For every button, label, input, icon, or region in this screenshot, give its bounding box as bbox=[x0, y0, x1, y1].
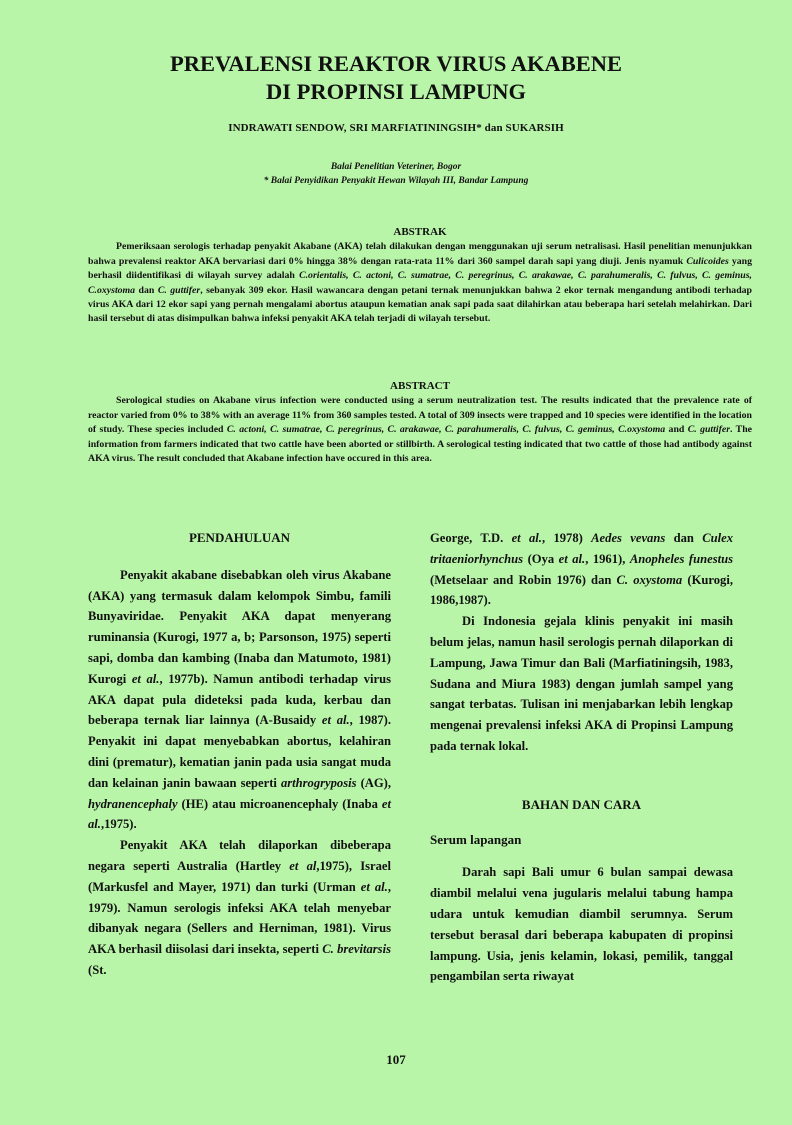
italic-term: C. oxystoma bbox=[616, 572, 683, 587]
italic-term: et al. bbox=[88, 796, 391, 832]
italic-term: Anopheles funestus bbox=[629, 551, 734, 566]
subheading-serum-lapangan: Serum lapangan bbox=[430, 831, 522, 847]
italic-term: Culicoides bbox=[686, 255, 729, 267]
italic-term: et al. bbox=[321, 713, 350, 728]
italic-term: Aedes vevans bbox=[591, 531, 666, 545]
affiliation-2: * Balai Penyidikan Penyakit Hewan Wilayah III, Bandar Lampung bbox=[263, 176, 529, 186]
abstract-text: Serological studies on Akabane virus infection were conducted using a serum neutralization test. The results indicated that the prevalence rate of reactor varied from 0% to 38% with an average 11% from 360 samples tested. A total of 309 insects were trapped and 10 species were identified in the location of study. These species included C. actoni, C. sumatrae, C. peregrinus, C. arakawae, C. parahumeralis, C. fulvus, C. geminus, C.oxystoma and C. guttifer. The information from farmers indicated that two cattle have been aborted or stillbirth. A serological testing indicated that two cattle of those had antibody against AKA virus. The result concluded that Akabane infection have occured in this area. bbox=[88, 395, 753, 465]
italic-term: C. actoni, C. sumatrae, C. peregrinus, C. arakawae, C. parahumeralis, C. fulvus, C. geminus, C.oxystoma bbox=[226, 424, 666, 436]
italic-term: et al bbox=[289, 858, 317, 873]
right-column bbox=[430, 528, 733, 987]
italic-term: C.orientalis, C. actoni, C. sumatrae, C. peregrinus, C. arakawae, C. parahumeralis, C. fulvus, C. geminus, C.oxystoma bbox=[88, 270, 752, 296]
title-line-2: DI PROPINSI LAMPUNG bbox=[265, 79, 526, 104]
italic-term: et al. bbox=[558, 551, 586, 566]
abstrak-heading: ABSTRAK bbox=[393, 226, 447, 238]
body-paragraph: George, T.D. et al., 1978) Aedes vevans dan Culex tritaeniorhynchus (Oya et al., 1961), Anopheles funestus (Metselaar and Robin 1976) dan C. oxystoma (Kurogi, 1986,1987). bbox=[430, 531, 734, 608]
abstract-heading: ABSTRACT bbox=[390, 380, 450, 392]
title-line-1: PREVALENSI REAKTOR VIRUS AKABENE bbox=[170, 51, 622, 76]
italic-term: hydranencephaly bbox=[88, 796, 178, 811]
italic-term: et al. bbox=[511, 531, 542, 545]
italic-term: C. guttifer bbox=[157, 284, 201, 296]
italic-term: arthrogryposis bbox=[280, 775, 357, 790]
body-paragraph: Di Indonesia gejala klinis penyakit ini masih belum jelas, namun hasil serologis pernah dilaporkan di Lampung, Jawa Timur dan Bali (Marfiatiningsih, 1983, Sudana and Miura 1983) dengan jumlah sampel yang sangat terbatas. Tulisan ini menjabarkan lebih lengkap mengenai prevalensi infeksi AKA di Propinsi Lampung pada ternak lokal. bbox=[430, 614, 733, 753]
italic-term: C. guttifer bbox=[687, 424, 731, 436]
abstract-section bbox=[88, 379, 752, 466]
italic-term: Culex tritaeniorhynchus bbox=[430, 531, 733, 566]
affiliations bbox=[0, 160, 792, 188]
body-paragraph: Penyakit akabane disebabkan oleh virus Akabane (AKA) yang termasuk dalam kelompok Simbu, famili Bunyaviridae. Penyakit AKA dapat menyerang ruminansia (Kurogi, 1977 a, b; Parsonson, 1975) seperti sapi, domba dan kambing (Inaba dan Matumoto, 1981) Kurogi et al., 1977b). Namun antibodi terhadap virus AKA dapat pula dideteksi pada kuda, kerbau dan beberapa ternak liar lainnya (A-Busaidy et al., 1987). Penyakit ini dapat menyebabkan abortus, kelahiran dini (prematur), kematian janin pada usia sangat muda dan kelainan janin bawaan seperti arthrogryposis (AG), hydranencephaly (HE) atau microanencephaly (Inaba et al.,1975). bbox=[88, 567, 392, 832]
italic-term: et al. bbox=[360, 879, 388, 894]
section-heading-pendahuluan: PENDAHULUAN bbox=[188, 530, 291, 545]
abstrak-text: Pemeriksaan serologis terhadap penyakit Akabane (AKA) telah dilakukan dengan menggunakan uji serum netralisasi. Hasil penelitian menunjukkan bahwa prevalensi reaktor AKA bervariasi dari 0% hingga 38% dengan rata-rata 11% dari 360 sampel darah sapi yang diuji. Jenis nyamuk Culicoides yang berhasil diidentifikasi di wilayah survey adalah C.orientalis, C. actoni, C. sumatrae, C. peregrinus, C. arakawae, C. parahumeralis, C. fulvus, C. geminus, C.oxystoma dan C. guttifer, sebanyak 309 ekor. Hasil wawancara dengan petani ternak menunjukkan bahwa 2 ekor ternak mengandung antibodi terhadap virus AKA dari 12 ekor sapi yang pernah mengalami abortus ataupun kematian anak sapi pada saat dilahirkan atau beberapa hari setelah melahirkan. Dari hasil tersebut di atas disimpulkan bahwa infeksi penyakit AKA telah terjadi di wilayah tersebut. bbox=[88, 241, 753, 325]
abstrak-section bbox=[88, 225, 752, 327]
section-heading-bahan-dan-cara: BAHAN DAN CARA bbox=[521, 796, 642, 812]
body-paragraph: Darah sapi Bali umur 6 bulan sampai dewasa diambil melalui vena jugularis melalui tabung hampa udara untuk kemudian diambil serumnya. Serum tersebut berasal dari beberapa kabupaten di propinsi lampung. Usia, jenis kelamin, lokasi, pemilik, tanggal pengambilan serta riwayat bbox=[430, 865, 733, 984]
italic-term: et al. bbox=[131, 671, 160, 686]
page-number: 107 bbox=[386, 1052, 406, 1067]
left-column bbox=[88, 528, 391, 981]
article-title bbox=[0, 50, 792, 106]
affiliation-1: Balai Penelitian Veteriner, Bogor bbox=[330, 162, 462, 172]
italic-term: C. brevitarsis bbox=[322, 942, 391, 957]
author-list: INDRAWATI SENDOW, SRI MARFIATININGSIH* dan SUKARSIH bbox=[228, 122, 564, 134]
body-paragraph: Penyakit AKA telah dilaporkan dibeberapa negara seperti Australia (Hartley et al,1975), Israel (Markusfel and Mayer, 1971) dan turki (Urman et al., 1979). Namun serologis infeksi AKA telah menyebar dibanyak negara (Sellers and Herniman, 1981). Virus AKA berhasil diisolasi dari insekta, seperti C. brevitarsis (St. bbox=[88, 838, 391, 977]
